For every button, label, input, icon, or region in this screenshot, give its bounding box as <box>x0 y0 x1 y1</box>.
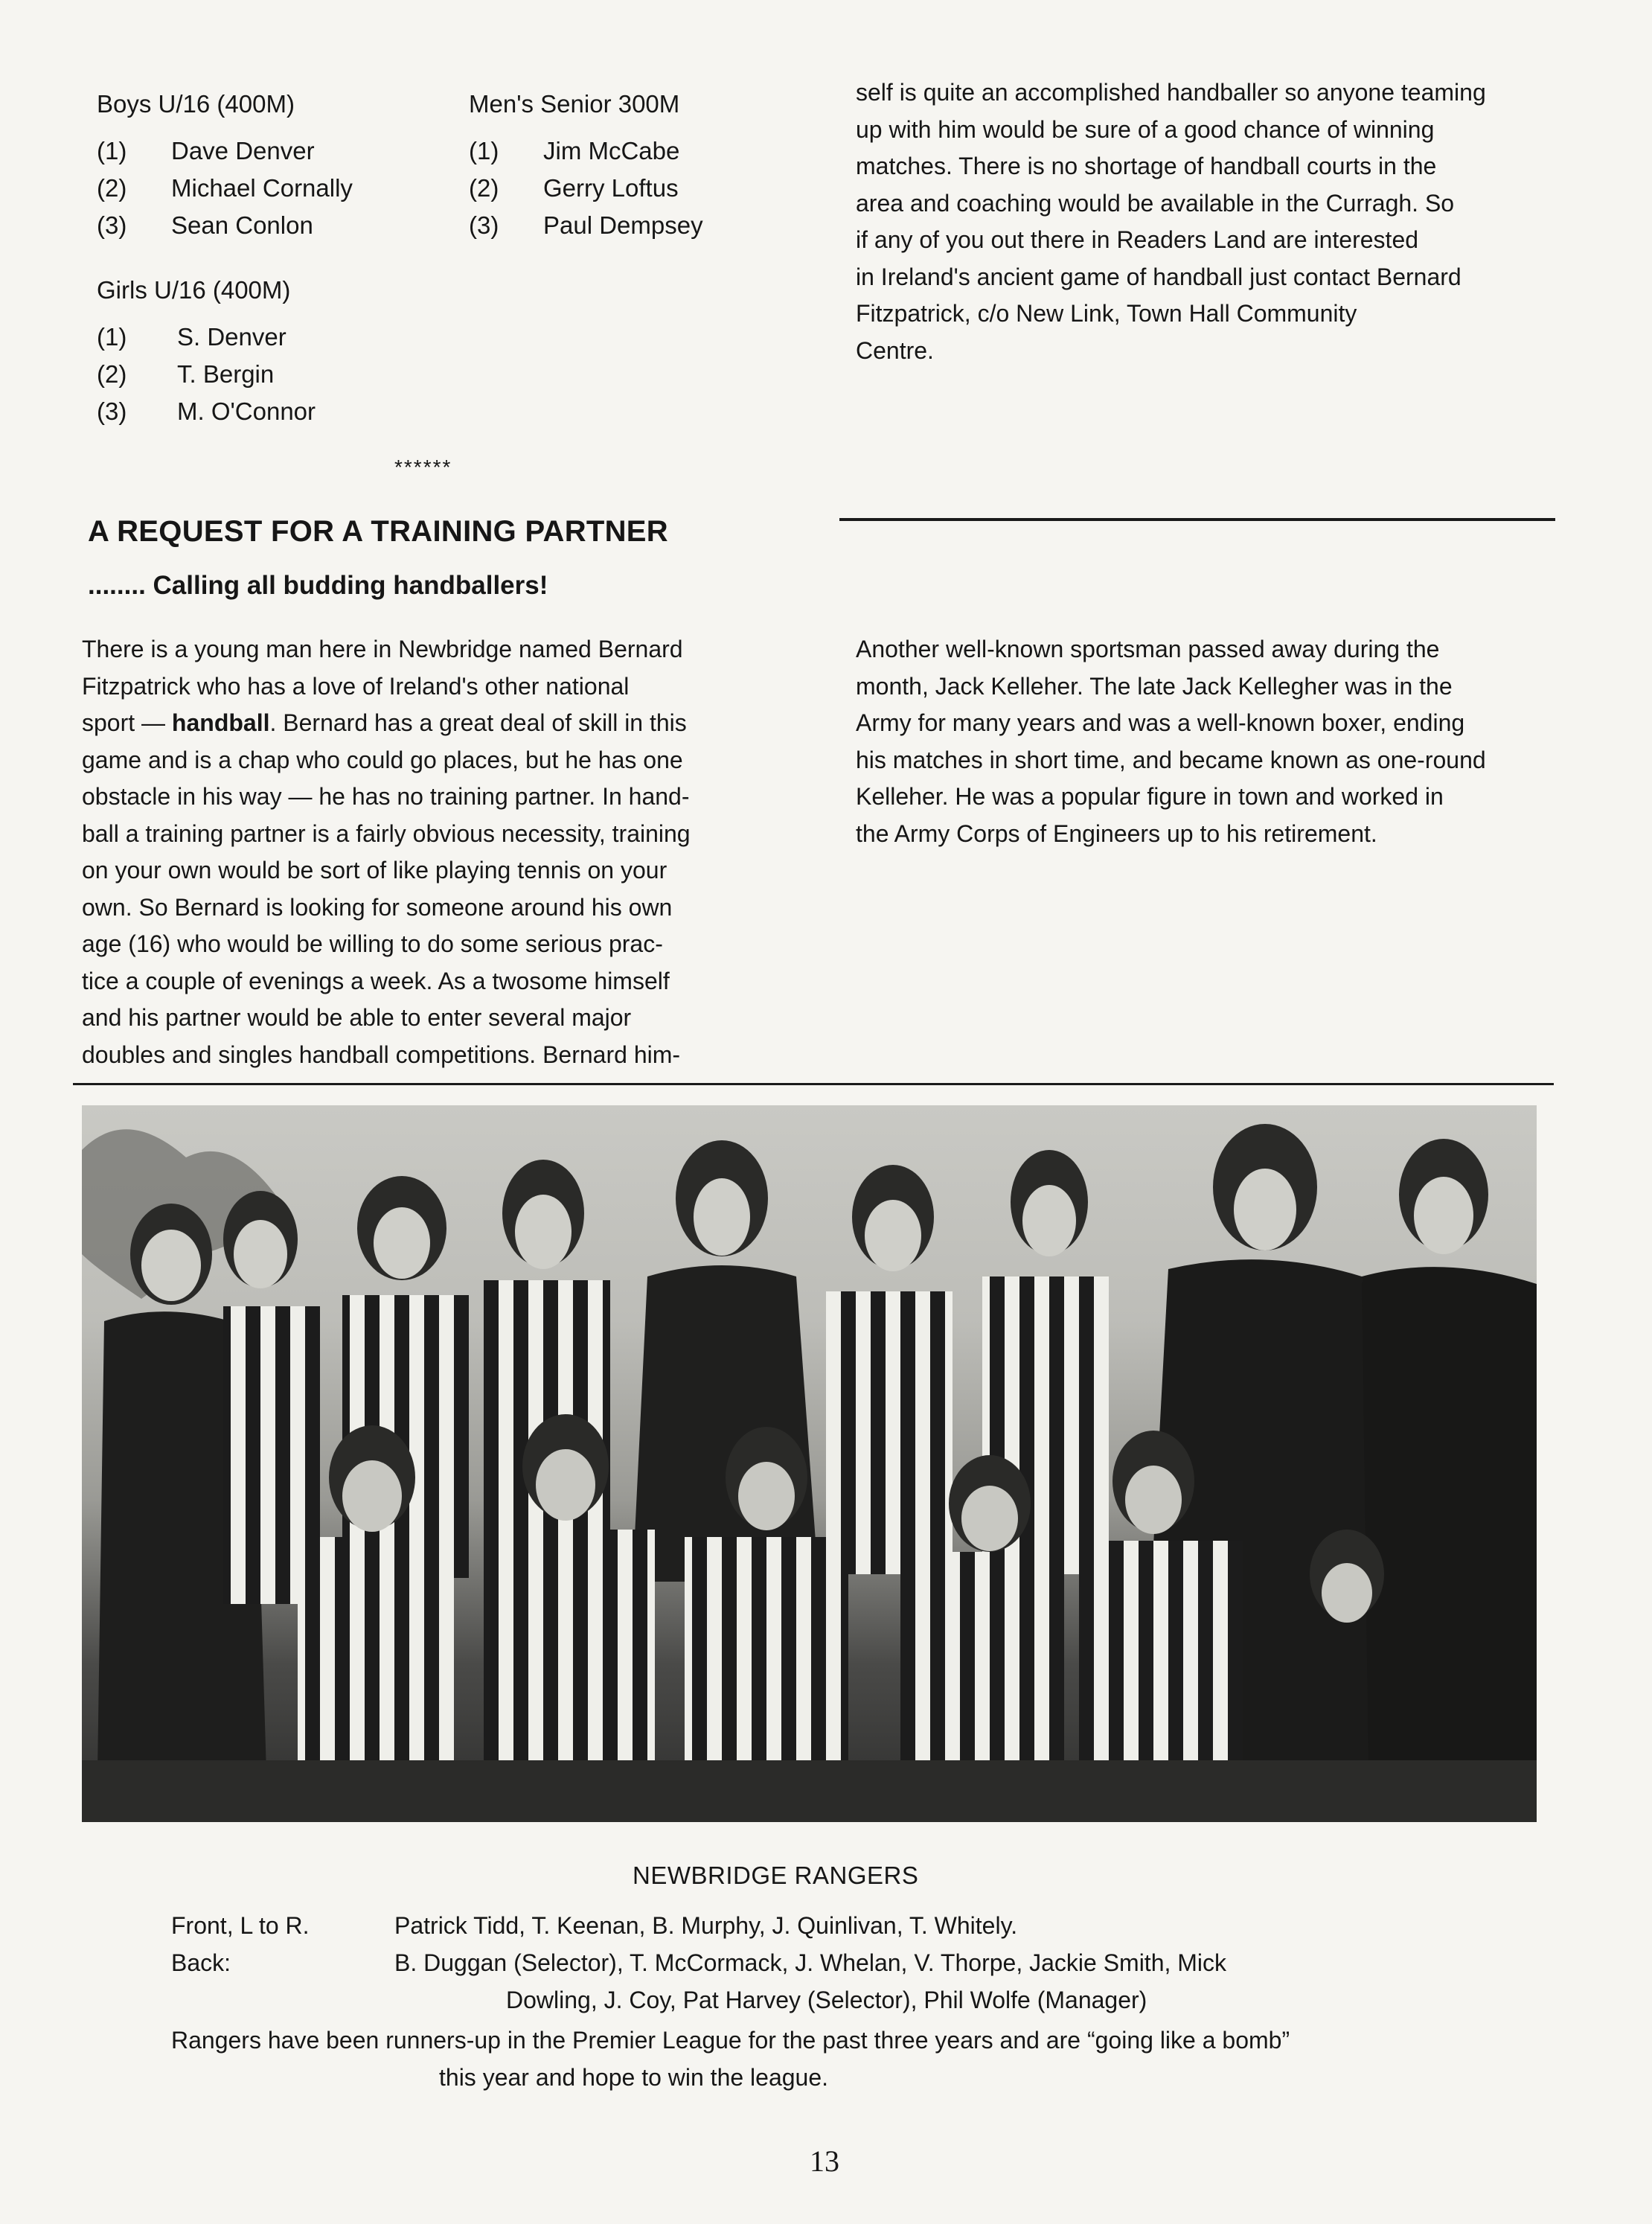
caption-front-label: Front, L to R. <box>171 1912 310 1939</box>
team-photo <box>82 1105 1537 1822</box>
obituary <box>856 631 1607 852</box>
result-position: (2) <box>97 174 127 202</box>
body-line: game and is a chap who could go places, but he has one <box>82 746 683 773</box>
caption-row <box>171 1907 1585 1944</box>
result-row <box>97 170 439 207</box>
body-line: Kelleher. He was a popular figure in town and worked in <box>856 783 1444 810</box>
body-line: up with him would be sure of a good chance of winning <box>856 115 1435 143</box>
body-line: doubles and singles handball competitions. Bernard him- <box>82 1041 681 1068</box>
caption-note-2: this year and hope to win the league. <box>439 2064 829 2091</box>
result-row <box>469 207 819 244</box>
article-body <box>82 631 833 1073</box>
photo-top-rule <box>73 1083 1554 1085</box>
body-line: area and coaching would be available in the Curragh. So <box>856 189 1455 217</box>
body-line: ball a training partner is a fairly obvious necessity, training <box>82 819 691 847</box>
result-position: (3) <box>469 211 499 239</box>
result-row <box>97 207 439 244</box>
body-line: if any of you out there in Readers Land are interested <box>856 226 1419 253</box>
result-name: Dave Denver <box>171 137 315 164</box>
caption-front <box>171 1907 1585 2019</box>
result-row <box>97 319 439 356</box>
caption-back-label: Back: <box>171 1949 231 1976</box>
result-name: Michael Cornally <box>171 174 353 202</box>
result-name: Jim McCabe <box>543 137 680 164</box>
body-line: Centre. <box>856 336 934 364</box>
section-separator: ****** <box>394 456 452 479</box>
result-row <box>469 170 819 207</box>
body-line: tice a couple of evenings a week. As a twosome himself <box>82 967 670 994</box>
body-line: Army for many years and was a well-known boxer, ending <box>856 709 1465 736</box>
body-line: on your own would be sort of like playing tennis on your <box>82 857 667 883</box>
body-line: Fitzpatrick, c/o New Link, Town Hall Community <box>856 300 1357 327</box>
body-line: self is quite an accomplished handballer so anyone teaming <box>856 79 1486 106</box>
sport-prefix: sport — <box>82 709 172 736</box>
sport-suffix: . Bernard has a great deal of skill in this <box>269 709 687 736</box>
body-line: his matches in short time, and became known as one-round <box>856 746 1486 773</box>
caption-row <box>171 1981 1585 2019</box>
caption-back-names-cont: Dowling, J. Coy, Pat Harvey (Selector), Phil Wolfe (Manager) <box>506 1987 1147 2013</box>
result-name: S. Denver <box>177 323 286 351</box>
body-line: age (16) who would be willing to do some serious prac- <box>82 930 663 957</box>
result-row <box>97 132 439 170</box>
caption-row <box>171 1944 1585 1981</box>
article-subheading: ........ Calling all budding handballers! <box>88 571 548 600</box>
result-row <box>469 132 819 170</box>
men-results <box>469 89 819 244</box>
body-line: and his partner would be able to enter several major <box>82 1004 632 1031</box>
body-line: Another well-known sportsman passed away during the <box>856 636 1440 662</box>
body-line <box>82 705 833 742</box>
result-row <box>97 393 439 430</box>
body-line: the Army Corps of Engineers up to his retirement. <box>856 819 1377 847</box>
result-name: T. Bergin <box>177 360 275 388</box>
sport-bold: handball <box>171 709 270 736</box>
body-line: obstacle in his way — he has no training partner. In hand- <box>82 783 690 810</box>
caption-note-1: Rangers have been runners-up in the Premier League for the past three years and are “going like a bomb” <box>171 2027 1290 2054</box>
body-line: month, Jack Kelleher. The late Jack Kellegher was in the <box>856 672 1453 700</box>
article-heading: A REQUEST FOR A TRAINING PARTNER <box>88 515 668 548</box>
body-line: Fitzpatrick who has a love of Ireland's other national <box>82 672 630 700</box>
girls-results-title: Girls U/16 (400M) <box>97 276 291 304</box>
result-position: (2) <box>469 174 499 202</box>
result-row <box>97 356 439 393</box>
caption-back-names: B. Duggan (Selector), T. McCormack, J. Whelan, V. Thorpe, Jackie Smith, Mick <box>394 1949 1227 1976</box>
result-position: (1) <box>97 323 127 351</box>
result-position: (3) <box>97 211 127 239</box>
caption-indent <box>171 1981 506 2019</box>
page-number: 13 <box>810 2144 839 2178</box>
result-position: (1) <box>469 137 499 164</box>
body-line: own. So Bernard is looking for someone around his own <box>82 893 673 921</box>
boys-results-title: Boys U/16 (400M) <box>97 90 295 118</box>
boys-results <box>97 89 439 244</box>
article-continuation <box>856 74 1607 369</box>
team-photo-icon <box>82 1105 1537 1822</box>
result-position: (3) <box>97 397 127 425</box>
body-line: in Ireland's ancient game of handball just contact Bernard <box>856 263 1461 290</box>
photo-caption-title: NEWBRIDGE RANGERS <box>633 1862 919 1889</box>
result-name: Gerry Loftus <box>543 174 679 202</box>
result-name: Paul Dempsey <box>543 211 703 239</box>
result-position: (1) <box>97 137 127 164</box>
column-divider <box>839 518 1555 521</box>
result-position: (2) <box>97 360 127 388</box>
result-name: M. O'Connor <box>177 397 316 425</box>
caption-front-names: Patrick Tidd, T. Keenan, B. Murphy, J. Quinlivan, T. Whitely. <box>394 1912 1018 1939</box>
body-line: matches. There is no shortage of handball courts in the <box>856 153 1437 179</box>
men-results-title: Men's Senior 300M <box>469 90 680 118</box>
result-name: Sean Conlon <box>171 211 313 239</box>
body-line: There is a young man here in Newbridge named Bernard <box>82 636 683 662</box>
girls-results <box>97 275 439 430</box>
